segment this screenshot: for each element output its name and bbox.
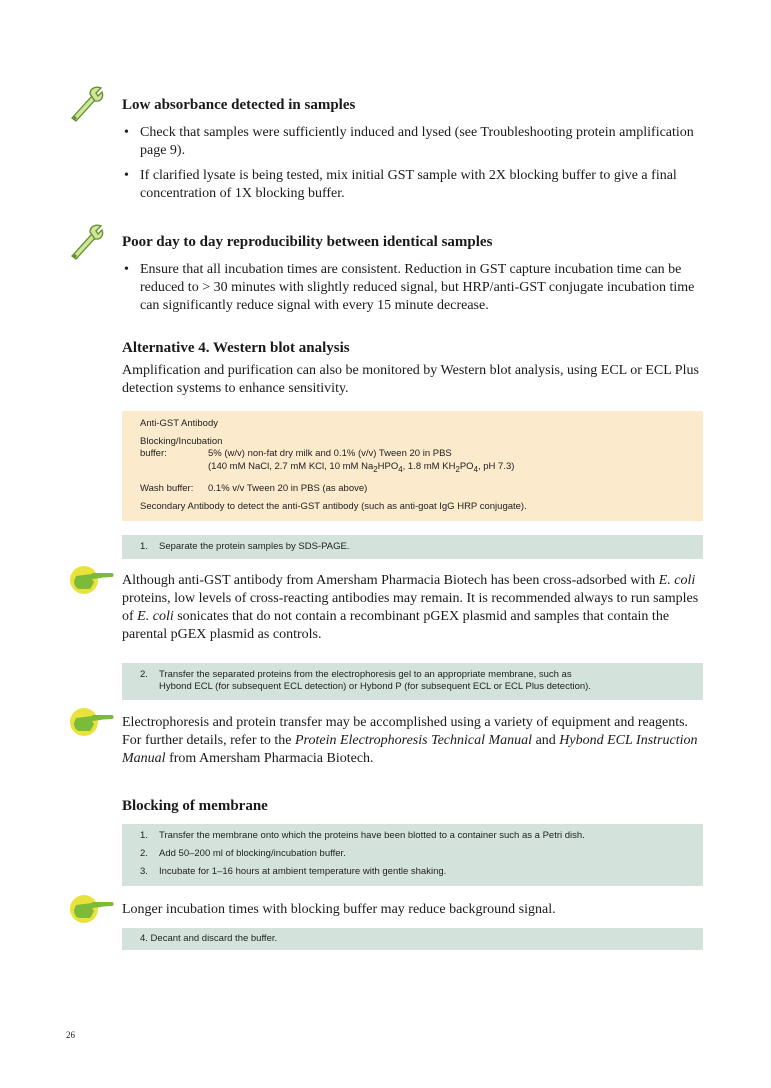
western-blot-intro: Amplification and purification can also be monitored by Western blot analysis, using ECL or ECL Plus detection systems to enhance sensitivity. — [122, 363, 699, 396]
note-electrophoresis: Electrophoresis and protein transfer may be accomplished using a variety of equipment and reagents. For further details, refer to the Protein Electrophoresis Technical Manual and Hybond ECL Instruction Manual from Amersham Pharmacia Biotech. — [122, 715, 698, 766]
step-number: 2. — [140, 669, 148, 680]
list-item: • If clarified lysate is being tested, mix initial GST sample with 2X blocking buffer to give a final concentration of 1X blocking buffer. — [122, 167, 702, 203]
blocking-value-line2: (140 mM NaCl, 2.7 mM KCl, 10 mM $Na_2HPO_4$, 1.8 mM $KH_2PO_4$, pH 7.3) — [208, 461, 515, 474]
section-heading-western-blot: Alternative 4. Western blot analysis — [122, 340, 350, 356]
bullet-list-low-absorbance — [122, 124, 702, 210]
bullet-list-reproducibility — [122, 261, 702, 322]
step-box-4 — [122, 928, 703, 950]
step-text: 4. Decant and discard the buffer. — [140, 933, 278, 944]
reagent-box — [122, 411, 703, 521]
step-text-line2: Hybond ECL (for subsequent ECL detection) or Hybond P (for subsequent ECL or ECL Plus detection). — [159, 681, 591, 692]
secondary-antibody: Secondary Antibody to detect the anti-GST antibody (such as anti-goat IgG HRP conjugate). — [140, 501, 527, 512]
pointing-hand-icon — [70, 706, 116, 738]
section-heading-blocking: Blocking of membrane — [122, 798, 268, 814]
blocking-label: Blocking/Incubation — [140, 436, 223, 447]
blocking-value-line1: 5% (w/v) non-fat dry milk and 0.1% (v/v) Tween 20 in PBS — [208, 448, 452, 459]
wash-label: Wash buffer: — [140, 483, 194, 494]
step-box-blocking — [122, 824, 703, 886]
section-heading-reproducibility: Poor day to day reproducibility between identical samples — [122, 234, 493, 250]
reagent-antibody: Anti-GST Antibody — [140, 418, 218, 429]
wrench-icon — [66, 222, 106, 262]
pointing-hand-icon — [70, 564, 116, 596]
wrench-icon — [66, 84, 106, 124]
blocking-label-buffer: buffer: — [140, 448, 167, 459]
wash-value: 0.1% v/v Tween 20 in PBS (as above) — [208, 483, 368, 494]
section-heading-low-absorbance: Low absorbance detected in samples — [122, 97, 356, 113]
step-text-line1: Transfer the separated proteins from the electrophoresis gel to an appropriate membrane, such as — [159, 669, 572, 680]
note-longer-incubation: Longer incubation times with blocking buffer may reduce background signal. — [122, 902, 556, 917]
step-text: Separate the protein samples by SDS-PAGE. — [159, 541, 350, 552]
step-box-2 — [122, 663, 703, 700]
list-item: 3. Incubate for 1–16 hours at ambient temperature with gentle shaking. — [140, 866, 447, 877]
list-item: • Check that samples were sufficiently induced and lysed (see Troubleshooting protein amplification page 9). — [122, 124, 702, 160]
pointing-hand-icon — [70, 893, 116, 925]
list-item: • Ensure that all incubation times are consistent. Reduction in GST capture incubation time can be reduced to > 30 minutes with slightly reduced signal, but HRP/anti-GST conjugate incubation time can significantly reduce signal with every 15 minute decrease. — [122, 261, 702, 315]
list-item: 1. Transfer the membrane onto which the proteins have been blotted to a container such as a Petri dish. — [140, 830, 585, 841]
list-item: 2. Add 50–200 ml of blocking/incubation buffer. — [140, 848, 346, 859]
note-cross-reactivity: Although anti-GST antibody from Amersham Pharmacia Biotech has been cross-adsorbed with E. coli proteins, low levels of cross-reacting antibodies may remain. It is recommended always to run samples of E. coli sonicates that do not contain a recombinant pGEX plasmid and samples that contain the parental pGEX plasmid as controls. — [122, 573, 699, 642]
page-number: 26 — [66, 1030, 75, 1040]
step-box-1 — [122, 535, 703, 559]
step-number: 1. — [140, 541, 148, 552]
